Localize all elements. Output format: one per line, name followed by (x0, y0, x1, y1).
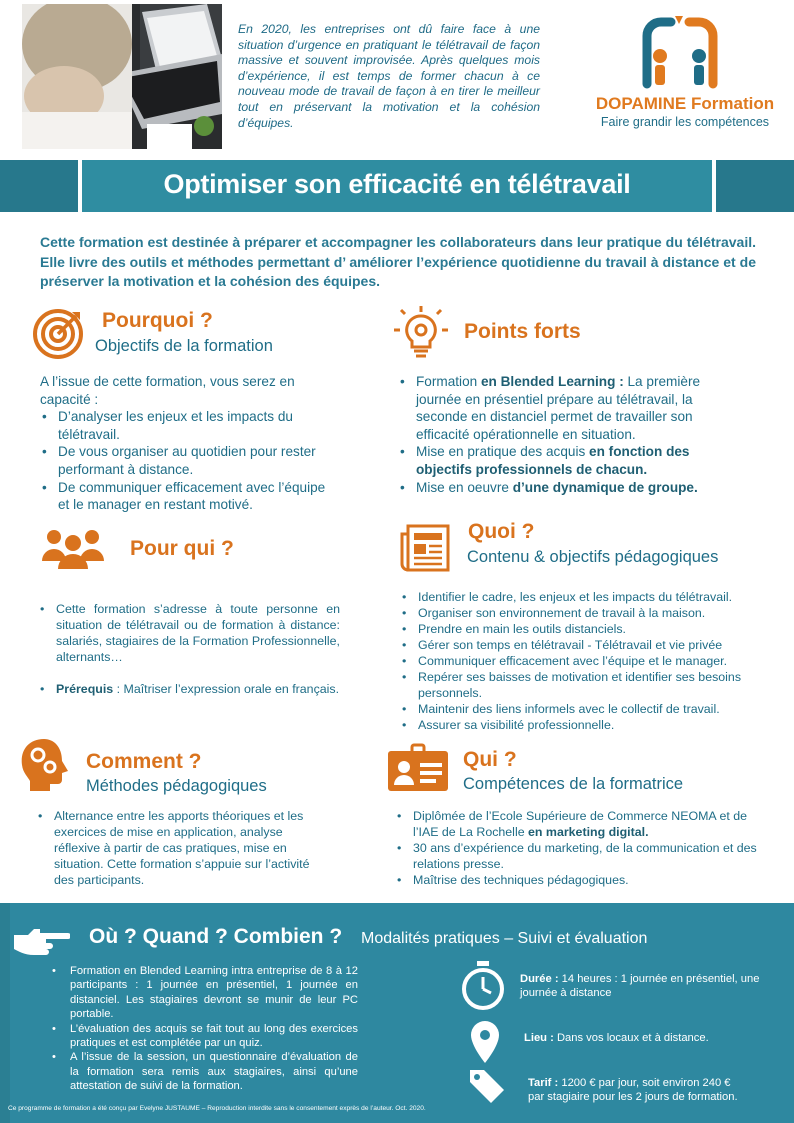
pour-qui-body (38, 601, 340, 697)
list-item: • Communiquer efficacement avec l’équipe et le manager. (400, 653, 760, 669)
header-photo (22, 4, 222, 149)
logo-tagline: Faire grandir les compétences (600, 115, 770, 129)
qui-title: Qui ? (463, 748, 517, 771)
quoi-title: Quoi ? (468, 520, 535, 543)
list-item: • Gérer son temps en télétravail - Télétravail et vie privée (400, 637, 760, 653)
pour-qui-title: Pour qui ? (130, 537, 234, 560)
people-group-icon (40, 527, 106, 569)
points-forts-body (398, 373, 734, 496)
newspaper-icon (400, 524, 450, 572)
tarif-text: Tarif : 1200 € par jour, soit environ 240 € par stagiaire pour les 2 jours de formation. (528, 1077, 738, 1104)
list-item: • Repérer ses baisses de motivation et identifier ses besoins personnels. (400, 669, 760, 701)
footer-title: Où ? Quand ? Combien ? (89, 925, 343, 948)
list-item: • Diplômée de l’Ecole Supérieure de Commerce NEOMA et de l’IAE de La Rochelle en marketing digital. (395, 808, 760, 840)
list-item: • De communiquer efficacement avec l’équipe et le manager en restant motivé. (40, 479, 340, 514)
logo-name: DOPAMINE Formation (595, 94, 775, 113)
list-item: • Maîtrise des techniques pédagogiques. (395, 872, 760, 888)
list-item: • Formation en Blended Learning : La première journée en présentiel prépare au télétravail, la seconde en distanciel permet de travailler son efficacité opérationnelle en situation. (398, 373, 734, 443)
list-item: • Assurer sa visibilité professionnelle. (400, 717, 760, 733)
footer-subtitle: Modalités pratiques – Suivi et évaluation (361, 930, 648, 947)
lead-paragraph: Cette formation est destinée à préparer et accompagner les collaborateurs dans leur pratique du télétravail. Elle livre des outils et méthodes permettant d’ améliorer l’expérience quotidienne du travail à distance et de préserver la motivation et la cohésion des équipes. (40, 234, 756, 289)
intro-text: En 2020, les entreprises ont dû faire face à une situation d’urgence en pratiquant le télétravail de façon massive et souvent improvisée. Après quelques mois d’expérience, il est temps de former chacun à ce nouveau mode de travail de façon à en tirer le meilleur tout en préservant la motivation et la cohésion d’équipes. (238, 22, 540, 130)
head-gears-icon (18, 737, 70, 793)
list-item: • Organiser son environnement de travail à la maison. (400, 605, 760, 621)
laptop-desk-photo (22, 4, 222, 149)
logo-mark-icon (575, 14, 785, 94)
target-icon (32, 308, 84, 360)
page-title: Optimiser son efficacité en télétravail (163, 169, 631, 199)
copyright-credit: Ce programme de formation a été conçu par Evelyne JUSTAUME – Reproduction interdite sans le consentement exprès de l’auteur. Oct. 2020. (8, 1105, 426, 1112)
pourquoi-body (40, 373, 340, 514)
duree-text: Durée : 14 heures : 1 journée en présentiel, une journée à distance (520, 973, 760, 1000)
list-item: • L’évaluation des acquis se fait tout au long des exercices pratiques et est complétée par un quiz. (50, 1022, 358, 1051)
lieu-text: Lieu : Dans vos locaux et à distance. (524, 1032, 709, 1044)
dopamine-logo (575, 14, 785, 144)
title-banner (0, 160, 794, 212)
pourquoi-intro: A l’issue de cette formation, vous serez en capacité : (40, 374, 295, 407)
list-item: • D’analyser les enjeux et les impacts du télétravail. (40, 408, 340, 443)
list-item: • A l’issue de la session, un questionnaire d’évaluation de la formation sera remis aux stagiaires, ainsi qu’une attestation de suivi de la formation. (50, 1050, 358, 1093)
footer-left-body (50, 964, 358, 1094)
list-item: • Cette formation s’adresse à toute personne en situation de télétravail ou de formation à distance: salariés, stagiaires de la Formation Professionnelle, alternants… (38, 601, 340, 665)
comment-title: Comment ? (86, 750, 202, 773)
pourquoi-subtitle: Objectifs de la formation (95, 337, 273, 355)
comment-subtitle: Méthodes pédagogiques (86, 777, 267, 795)
list-item: • Identifier le cadre, les enjeux et les impacts du télétravail. (400, 589, 760, 605)
list-item: • Maintenir des liens informels avec le collectif de travail. (400, 701, 760, 717)
lightbulb-gear-icon (392, 304, 450, 362)
qui-body (395, 808, 760, 888)
quoi-body (400, 589, 760, 733)
pointing-hand-icon (12, 925, 70, 957)
price-tag-icon (468, 1068, 506, 1104)
qui-subtitle: Compétences de la formatrice (463, 775, 684, 793)
list-item: • Mise en oeuvre d’une dynamique de groupe. (398, 479, 734, 497)
list-item: • Alternance entre les apports théoriques et les exercices de mise en application, analyse réflexive à partir de cas pratiques, mise en situation. Cette formation s’appuie sur l’activité des participants. (36, 808, 326, 888)
id-badge-icon (386, 743, 450, 793)
list-item: • Prérequis : Maîtriser l’expression orale en français. (38, 681, 340, 697)
location-pin-icon (470, 1020, 500, 1064)
list-item: • Prendre en main les outils distanciels. (400, 621, 760, 637)
stopwatch-icon (460, 960, 506, 1012)
list-item: • De vous organiser au quotidien pour rester performant à distance. (40, 443, 340, 478)
list-item: • Mise en pratique des acquis en fonction des objectifs professionnels de chacun. (398, 443, 734, 478)
list-item: • Formation en Blended Learning intra entreprise de 8 à 12 participants : 1 journée en présentiel, 1 journée en distanciel. Les stagiaires devront se munir de leur PC portable. (50, 964, 358, 1022)
pourquoi-title: Pourquoi ? (102, 309, 213, 332)
comment-body (36, 808, 326, 888)
points-forts-title: Points forts (464, 320, 581, 343)
quoi-subtitle: Contenu & objectifs pédagogiques (467, 548, 719, 566)
list-item: • 30 ans d’expérience du marketing, de la communication et des relations presse. (395, 840, 760, 872)
